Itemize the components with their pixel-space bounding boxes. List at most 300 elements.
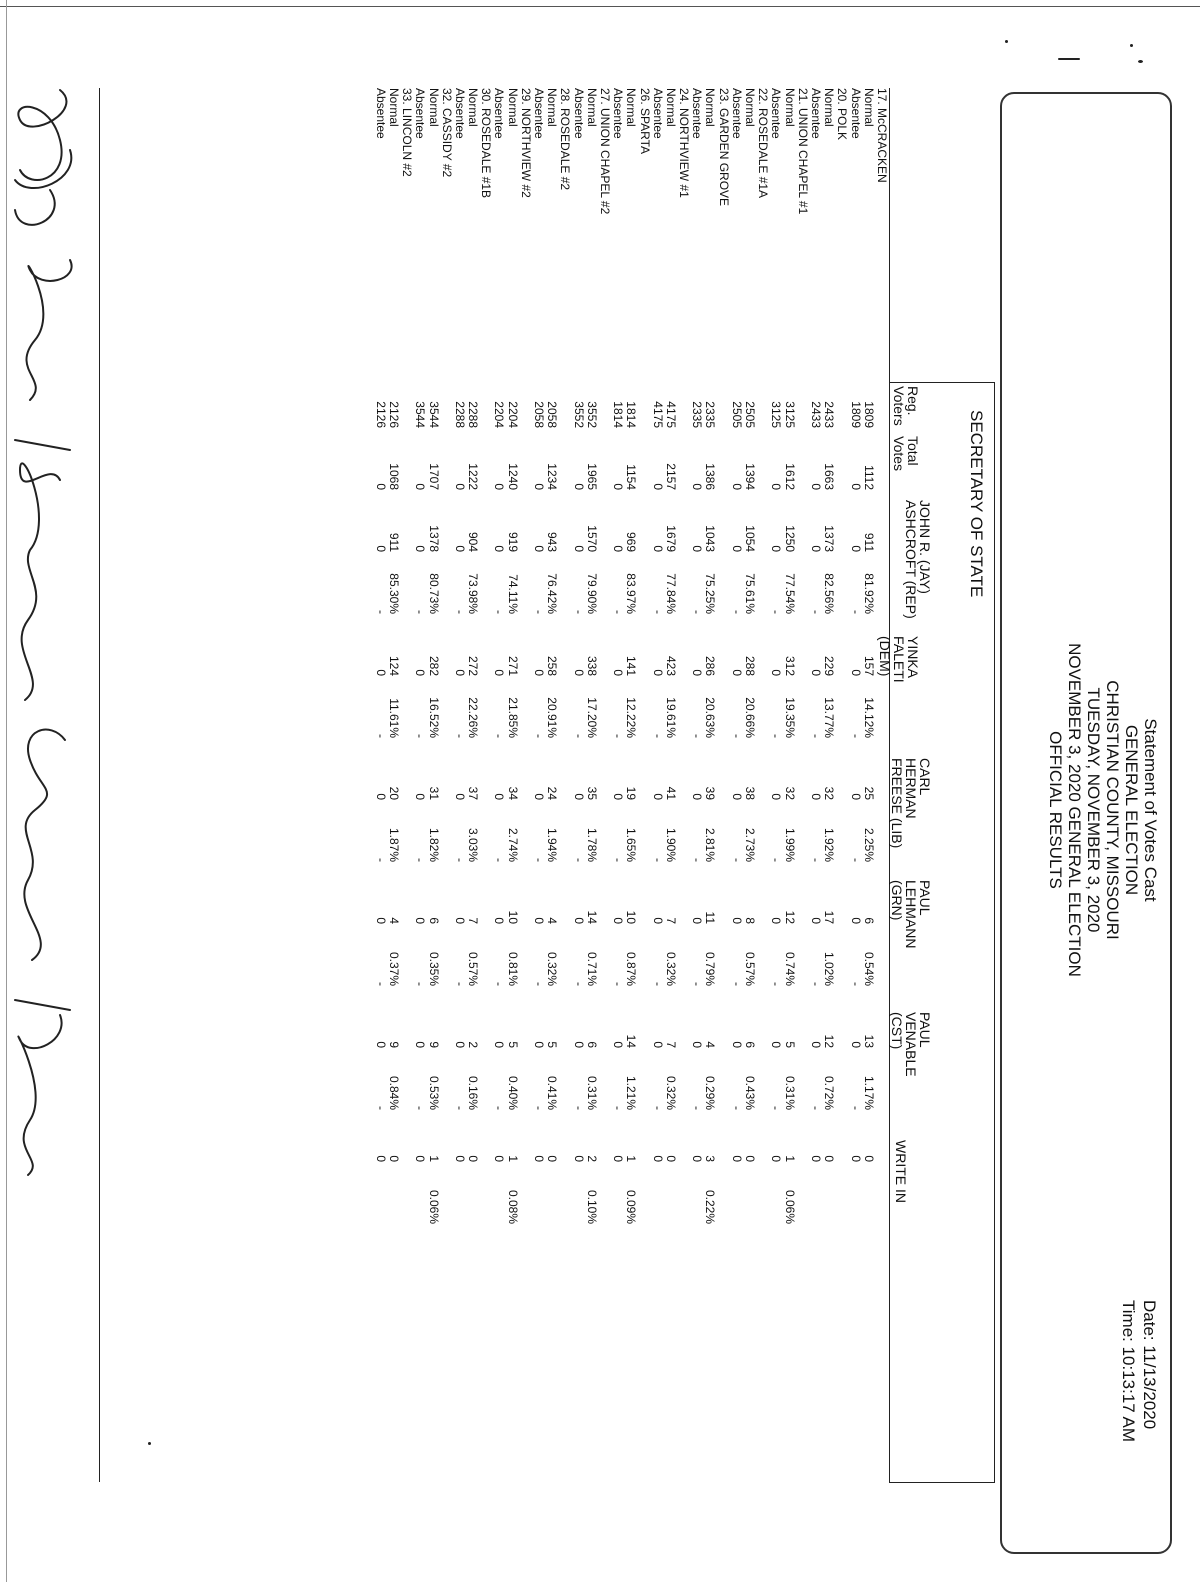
table-cell: 0 — [452, 483, 467, 490]
table-cell: 16.52% — [426, 697, 441, 738]
empty-cell — [637, 378, 650, 428]
empty-cell — [796, 676, 809, 738]
table-cell: 312 — [782, 655, 797, 676]
empty-cell — [835, 676, 848, 738]
table-cell: 0 — [571, 669, 586, 676]
table-row — [848, 88, 861, 1224]
table-cell: - — [729, 734, 744, 738]
table-row — [572, 88, 585, 1224]
empty-cell — [835, 1048, 848, 1110]
section-title: SECRETARY OF STATE — [967, 410, 986, 598]
table-cell: 0 — [611, 917, 626, 924]
table-cell: 3.03% — [466, 827, 481, 862]
table-cell: - — [571, 734, 586, 738]
table-cell — [387, 1162, 400, 1224]
table-cell: 0 — [848, 793, 863, 800]
table-cell: 0 — [452, 1041, 467, 1048]
empty-cell — [796, 490, 809, 552]
table-cell: - — [452, 1106, 467, 1110]
empty-cell — [756, 986, 769, 1048]
table-cell: 0.08% — [505, 1189, 520, 1224]
empty-cell — [598, 1048, 611, 1110]
table-row — [703, 88, 716, 1224]
col-lehmann: PAUL LEHMANN (GRN) — [889, 880, 933, 949]
table-cell: - — [611, 982, 626, 986]
vote-type: Absentee — [769, 88, 784, 139]
empty-cell — [558, 428, 571, 490]
table-cell: 32 — [822, 786, 837, 800]
table-cell: 0 — [413, 917, 428, 924]
precinct-name: 24. NORTHVIEW #1 — [677, 88, 692, 198]
empty-cell — [637, 676, 650, 738]
empty-cell — [677, 924, 690, 986]
empty-cell — [637, 1162, 650, 1224]
table-cell: 2 — [584, 1155, 599, 1162]
table-cell: 35 — [584, 786, 599, 800]
empty-cell — [598, 428, 611, 490]
table-cell: 124 — [386, 655, 401, 676]
table-cell: 1 — [426, 1155, 441, 1162]
table-cell: - — [650, 1106, 665, 1110]
table-cell — [413, 1162, 426, 1224]
table-cell: 1394 — [743, 463, 758, 490]
precinct-name: 22. ROSEDALE #1A — [756, 88, 771, 199]
empty-cell — [598, 924, 611, 986]
table-cell: 76.42% — [545, 573, 560, 614]
table-cell: 0 — [413, 483, 428, 490]
table-cell: 2505 — [729, 401, 744, 428]
table-cell: 1809 — [848, 401, 863, 428]
empty-cell — [717, 800, 730, 862]
empty-cell — [440, 924, 453, 986]
table-cell: 0 — [650, 545, 665, 552]
table-cell: - — [690, 982, 705, 986]
vote-type: Normal — [466, 88, 481, 127]
empty-cell — [677, 1110, 690, 1162]
table-cell: 0 — [729, 545, 744, 552]
table-row — [506, 88, 519, 1224]
precinct-header-row — [717, 88, 730, 1224]
empty-cell — [400, 490, 413, 552]
empty-cell — [835, 490, 848, 552]
vote-type: Absentee — [571, 88, 586, 139]
table-cell: 2.81% — [703, 827, 718, 862]
table-cell: 2.25% — [861, 827, 876, 862]
table-cell: 0 — [690, 669, 705, 676]
table-cell: - — [532, 610, 547, 614]
empty-cell — [796, 738, 809, 800]
table-cell: 1043 — [703, 525, 718, 552]
empty-cell — [440, 1162, 453, 1224]
table-cell: 0.40% — [505, 1075, 520, 1110]
empty-cell — [400, 676, 413, 738]
table-cell: 0 — [413, 545, 428, 552]
table-cell: 6 — [584, 1041, 599, 1048]
table-cell: 1.87% — [386, 827, 401, 862]
table-cell — [611, 1162, 624, 1224]
table-cell: - — [373, 1106, 388, 1110]
empty-cell — [598, 490, 611, 552]
table-cell: - — [413, 1106, 428, 1110]
table-cell: 39 — [703, 786, 718, 800]
table-cell: 9 — [426, 1041, 441, 1048]
table-cell: 1814 — [611, 401, 626, 428]
empty-cell — [677, 800, 690, 862]
empty-cell — [479, 1110, 492, 1162]
table-cell: 0 — [848, 483, 863, 490]
table-cell: 0 — [571, 1155, 586, 1162]
empty-cell — [717, 986, 730, 1048]
table-row — [809, 88, 822, 1224]
table-cell: 0 — [808, 793, 823, 800]
empty-cell — [598, 614, 611, 676]
table-cell: 0 — [452, 793, 467, 800]
empty-cell — [875, 428, 888, 490]
table-cell: 1.17% — [861, 1075, 876, 1110]
table-cell: 0.31% — [584, 1075, 599, 1110]
table-cell: 1679 — [663, 525, 678, 552]
table-cell: 0 — [492, 1041, 507, 1048]
table-cell: 2433 — [808, 401, 823, 428]
empty-cell — [400, 986, 413, 1048]
empty-cell — [756, 924, 769, 986]
col-reg-voters: Reg. Voters — [891, 386, 921, 426]
empty-cell — [519, 1110, 532, 1162]
table-cell: - — [769, 858, 784, 862]
table-cell: 6 — [426, 917, 441, 924]
col-freese: CARL HERMAN FREESE (LIB) — [889, 758, 933, 849]
empty-cell — [717, 552, 730, 614]
table-cell: 20.91% — [545, 697, 560, 738]
table-cell: - — [532, 1106, 547, 1110]
table-cell: - — [848, 1106, 863, 1110]
empty-cell — [756, 800, 769, 862]
table-cell: 1.90% — [663, 827, 678, 862]
table-cell: 0 — [769, 793, 784, 800]
table-cell: 0 — [611, 793, 626, 800]
table-cell: - — [452, 858, 467, 862]
table-cell: 1.02% — [822, 951, 837, 986]
empty-cell — [440, 614, 453, 676]
report-datetime — [1118, 1300, 1160, 1442]
empty-cell — [479, 490, 492, 552]
table-cell: 141 — [624, 655, 639, 676]
table-cell: 0 — [769, 669, 784, 676]
table-cell: 73.98% — [466, 573, 481, 614]
table-cell: 11 — [703, 911, 718, 924]
table-cell: 1965 — [584, 463, 599, 490]
table-cell: 7 — [663, 917, 678, 924]
table-cell: 0 — [611, 483, 626, 490]
table-cell: 83.97% — [624, 573, 639, 614]
table-cell: - — [571, 858, 586, 862]
table-cell: 0 — [466, 1155, 481, 1162]
table-cell: - — [492, 982, 507, 986]
vote-type: Absentee — [690, 88, 705, 139]
table-cell: 20.63% — [703, 697, 718, 738]
empty-cell — [717, 614, 730, 676]
table-cell: 0 — [690, 1041, 705, 1048]
table-cell: - — [808, 982, 823, 986]
table-cell: 2505 — [743, 401, 758, 428]
empty-cell — [756, 490, 769, 552]
empty-cell — [756, 1110, 769, 1162]
table-cell: 79.90% — [584, 573, 599, 614]
table-cell: 0.53% — [426, 1075, 441, 1110]
table-cell: - — [571, 610, 586, 614]
table-cell: 21.85% — [505, 697, 520, 738]
empty-cell — [440, 378, 453, 428]
report-header — [1046, 530, 1160, 1090]
table-cell: 0 — [492, 793, 507, 800]
empty-cell — [717, 378, 730, 428]
table-cell: 1612 — [782, 463, 797, 490]
precinct-header-row — [756, 88, 769, 1224]
table-cell: 6 — [861, 917, 876, 924]
table-cell: 0 — [690, 917, 705, 924]
report-time: Time: 10:13:17 AM — [1119, 1300, 1138, 1443]
precinct-header-row — [875, 88, 888, 1224]
table-cell: 0 — [452, 917, 467, 924]
table-cell: - — [571, 1106, 586, 1110]
table-cell: 0 — [769, 545, 784, 552]
precinct-header-row — [440, 88, 453, 1224]
empty-cell — [479, 738, 492, 800]
empty-cell — [875, 614, 888, 676]
empty-cell — [756, 614, 769, 676]
precinct-header-row — [835, 88, 848, 1224]
empty-cell — [637, 1048, 650, 1110]
table-cell: 0.74% — [782, 951, 797, 986]
table-cell: 2126 — [373, 401, 388, 428]
vote-type: Absentee — [413, 88, 428, 139]
empty-cell — [796, 428, 809, 490]
empty-cell — [598, 738, 611, 800]
table-cell: 0.29% — [703, 1075, 718, 1110]
table-cell — [769, 1162, 782, 1224]
empty-cell — [677, 738, 690, 800]
table-cell: 75.61% — [743, 573, 758, 614]
table-cell: 37 — [466, 786, 481, 800]
empty-cell — [717, 1110, 730, 1162]
table-cell: 0 — [413, 669, 428, 676]
table-cell — [572, 1162, 585, 1224]
table-cell: 2433 — [822, 401, 837, 428]
table-cell: 0 — [386, 1155, 401, 1162]
table-cell: 0.31% — [782, 1075, 797, 1110]
table-cell: 32 — [782, 786, 797, 800]
results-table — [374, 88, 888, 1224]
table-cell: 0 — [373, 483, 388, 490]
table-cell: - — [729, 1106, 744, 1110]
empty-cell — [519, 738, 532, 800]
empty-cell — [835, 862, 848, 924]
table-cell: 0 — [413, 793, 428, 800]
table-cell: 919 — [505, 531, 520, 552]
table-cell: 2126 — [386, 401, 401, 428]
empty-cell — [440, 738, 453, 800]
vote-type: Absentee — [492, 88, 507, 139]
col-write-in: WRITE IN — [893, 1140, 909, 1203]
table-cell: 0 — [650, 483, 665, 490]
empty-cell — [479, 552, 492, 614]
empty-cell — [558, 1162, 571, 1224]
table-cell: - — [848, 982, 863, 986]
precinct-name: 20. POLK — [835, 88, 850, 141]
table-cell: 25 — [861, 786, 876, 800]
empty-cell — [677, 862, 690, 924]
header-line: CHRISTIAN COUNTY, MISSOURI — [1103, 680, 1122, 940]
table-cell: 0 — [571, 545, 586, 552]
table-cell: 5 — [545, 1041, 560, 1048]
table-cell: - — [611, 610, 626, 614]
table-left-rule — [889, 382, 995, 383]
vote-type: Normal — [426, 88, 441, 127]
table-cell: 0 — [571, 1041, 586, 1048]
table-cell: 2058 — [545, 401, 560, 428]
table-cell: - — [373, 610, 388, 614]
table-cell: 0 — [611, 1155, 626, 1162]
empty-cell — [400, 552, 413, 614]
table-cell: 19.35% — [782, 697, 797, 738]
table-cell: - — [769, 734, 784, 738]
empty-cell — [400, 924, 413, 986]
empty-cell — [796, 1162, 809, 1224]
table-cell: 41 — [663, 786, 678, 800]
table-cell: - — [413, 982, 428, 986]
empty-cell — [875, 552, 888, 614]
table-row — [545, 88, 558, 1224]
table-cell — [492, 1162, 505, 1224]
table-cell: 2 — [466, 1041, 481, 1048]
table-row — [466, 88, 479, 1224]
vote-type: Normal — [743, 88, 758, 127]
table-cell: 1222 — [466, 463, 481, 490]
table-cell: 3552 — [584, 401, 599, 428]
table-row — [862, 88, 875, 1224]
vote-type: Normal — [861, 88, 876, 127]
empty-cell — [637, 614, 650, 676]
table-cell: - — [808, 610, 823, 614]
table-cell: 1.92% — [822, 827, 837, 862]
table-cell: 3544 — [413, 401, 428, 428]
empty-cell — [835, 800, 848, 862]
precinct-name: 21. UNION CHAPEL #1 — [795, 88, 810, 215]
empty-cell — [519, 1162, 532, 1224]
table-cell: 272 — [466, 655, 481, 676]
empty-cell — [519, 862, 532, 924]
empty-cell — [796, 862, 809, 924]
table-cell: 229 — [822, 655, 837, 676]
vote-type: Absentee — [650, 88, 665, 139]
table-cell: 0 — [452, 669, 467, 676]
table-cell: 2157 — [663, 463, 678, 490]
table-cell: 5 — [505, 1041, 520, 1048]
empty-cell — [558, 490, 571, 552]
table-cell: 14.12% — [861, 697, 876, 738]
table-cell: 0 — [808, 483, 823, 490]
table-cell: 1378 — [426, 525, 441, 552]
table-cell: 4 — [386, 917, 401, 924]
table-cell: 0 — [373, 793, 388, 800]
empty-cell — [440, 800, 453, 862]
empty-cell — [875, 800, 888, 862]
empty-cell — [875, 676, 888, 738]
empty-cell — [677, 1048, 690, 1110]
vote-type: Absentee — [848, 88, 863, 139]
empty-cell — [558, 738, 571, 800]
table-cell: 0 — [729, 483, 744, 490]
vote-type: Absentee — [808, 88, 823, 139]
precinct-name: 17. McCRACKEN — [874, 88, 889, 183]
table-cell: 0 — [690, 793, 705, 800]
table-cell: 0 — [663, 1155, 678, 1162]
header-line: GENERAL ELECTION — [1122, 724, 1141, 896]
table-cell: 0 — [690, 483, 705, 490]
empty-cell — [677, 552, 690, 614]
table-cell: - — [452, 734, 467, 738]
table-cell: - — [532, 734, 547, 738]
table-cell: 2.74% — [505, 827, 520, 862]
table-cell: 2058 — [532, 401, 547, 428]
table-cell: 0 — [532, 917, 547, 924]
table-cell: 0 — [808, 1155, 823, 1162]
empty-cell — [558, 552, 571, 614]
empty-cell — [558, 800, 571, 862]
table-cell: 0 — [492, 483, 507, 490]
table-cell: - — [808, 1106, 823, 1110]
table-cell: 1054 — [743, 525, 758, 552]
table-cell: 258 — [545, 655, 560, 676]
header-line: TUESDAY, NOVEMBER 3, 2020 — [1084, 687, 1103, 933]
table-cell: 0.06% — [782, 1189, 797, 1224]
empty-cell — [756, 738, 769, 800]
empty-cell — [558, 862, 571, 924]
table-cell: 0 — [743, 1155, 758, 1162]
table-cell: 0.41% — [545, 1075, 560, 1110]
empty-cell — [400, 1162, 413, 1224]
table-cell — [545, 1162, 558, 1224]
empty-cell — [637, 1110, 650, 1162]
vote-type: Absentee — [452, 88, 467, 139]
empty-cell — [717, 924, 730, 986]
table-row — [453, 88, 466, 1224]
table-cell: 0.57% — [466, 951, 481, 986]
table-cell: 2288 — [466, 401, 481, 428]
empty-cell — [875, 1162, 888, 1224]
table-cell — [848, 1162, 861, 1224]
table-cell: 0.16% — [466, 1075, 481, 1110]
table-cell: - — [373, 982, 388, 986]
precinct-name: 28. ROSEDALE #2 — [558, 88, 573, 191]
vote-type: Normal — [822, 88, 837, 127]
table-top-rule — [994, 382, 995, 1482]
table-cell: 0 — [492, 669, 507, 676]
table-cell: 0 — [729, 1041, 744, 1048]
table-cell: 0 — [769, 917, 784, 924]
empty-cell — [875, 1048, 888, 1110]
empty-cell — [756, 428, 769, 490]
table-cell: 7 — [663, 1041, 678, 1048]
table-cell: 6 — [743, 1041, 758, 1048]
table-cell: 0 — [611, 1041, 626, 1048]
table-cell: 31 — [426, 786, 441, 800]
table-cell: 1.82% — [426, 827, 441, 862]
table-cell: 1.99% — [782, 827, 797, 862]
table-cell: - — [848, 610, 863, 614]
empty-cell — [479, 862, 492, 924]
table-cell: 12.22% — [624, 697, 639, 738]
